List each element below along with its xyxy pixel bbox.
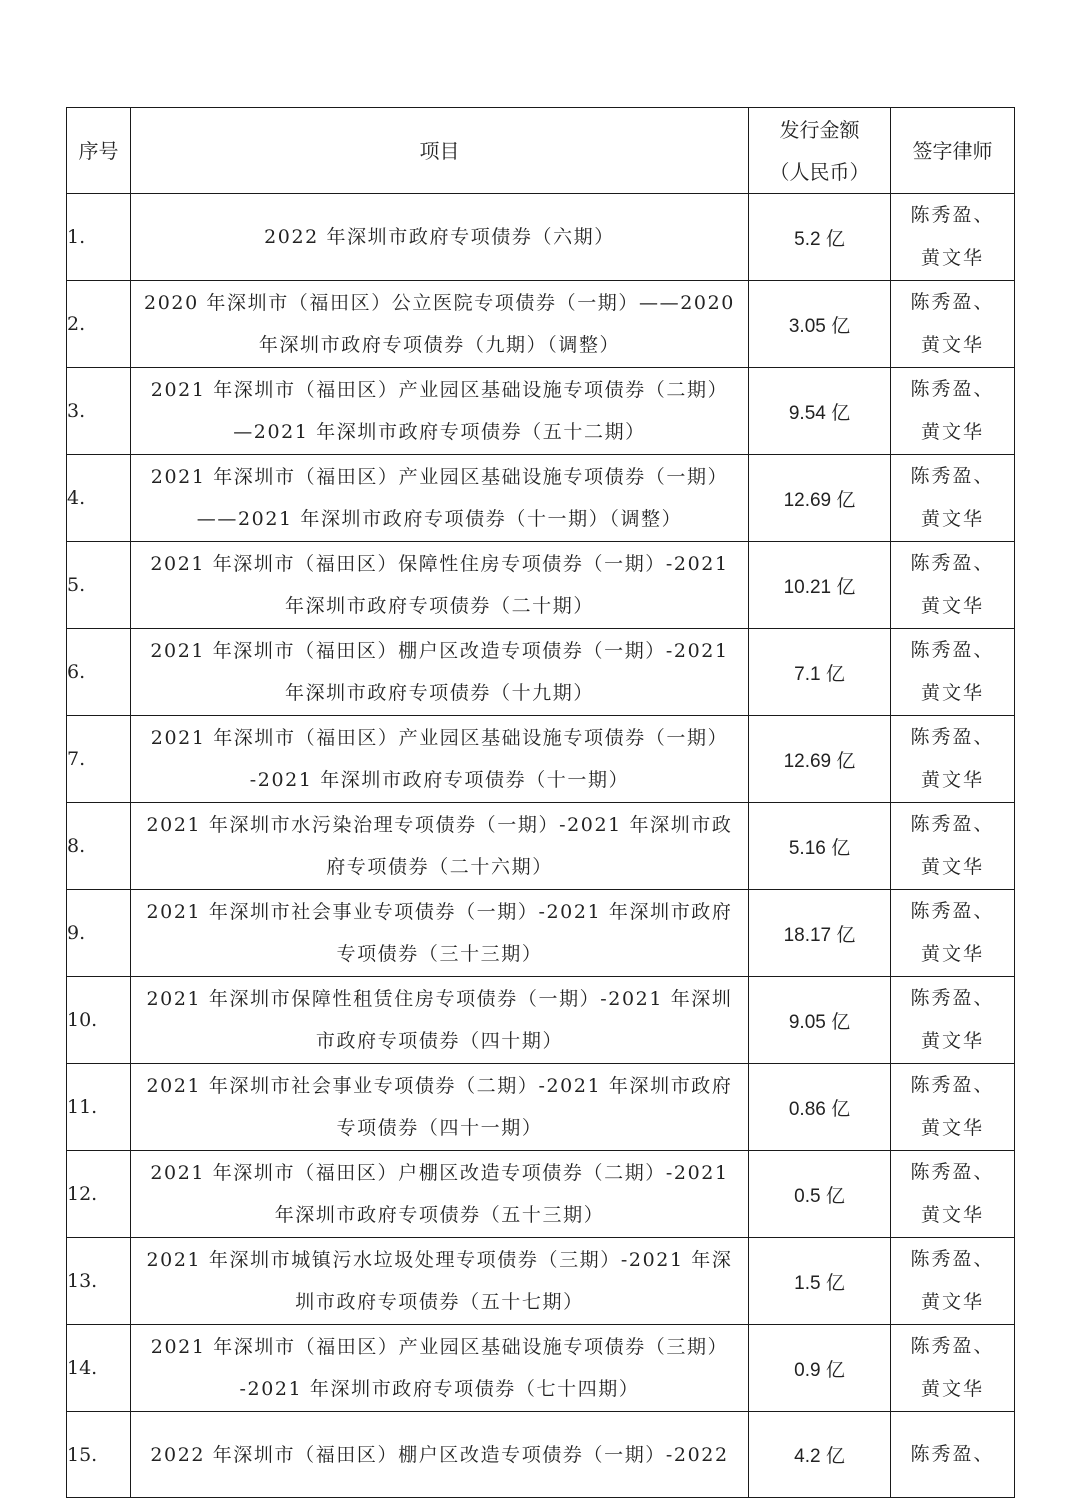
row-item (131, 803, 749, 890)
table-row (67, 455, 1015, 542)
row-lawyer-line: 陈秀盈、 (910, 552, 995, 574)
row-lawyer (891, 368, 1015, 455)
row-item-line: 年深圳市政府专项债券（十九期） (284, 682, 594, 704)
row-lawyer-line: 陈秀盈、 (910, 204, 995, 226)
row-number: 7. (67, 716, 131, 803)
row-item-line: 2020 年深圳市（福田区）公立医院专项债券（一期）——2020 (144, 292, 735, 314)
row-number: 5. (67, 542, 131, 629)
header-amount-line1: 发行金额 (779, 117, 860, 142)
row-item-line: 专项债券（四十一期） (336, 1117, 543, 1139)
row-item-line: 2021 年深圳市保障性租赁住房专项债券（一期）-2021 年深圳 (146, 988, 733, 1010)
row-item (131, 542, 749, 629)
table-row (67, 890, 1015, 977)
row-amount: 18.17 亿 (749, 890, 891, 977)
row-item (131, 194, 749, 281)
row-lawyer-line: 陈秀盈、 (910, 1335, 995, 1357)
header-amount-line2: （人民币） (769, 159, 870, 184)
row-lawyer-line: 黄文华 (920, 769, 984, 791)
row-lawyer-line: 黄文华 (920, 247, 984, 269)
row-lawyer-line: 陈秀盈、 (910, 465, 995, 487)
row-item (131, 716, 749, 803)
row-lawyer (891, 281, 1015, 368)
row-lawyer (891, 977, 1015, 1064)
row-number: 9. (67, 890, 131, 977)
row-item-line: 2022 年深圳市政府专项债券（六期） (264, 226, 615, 248)
row-lawyer (891, 1064, 1015, 1151)
row-item-line: 2021 年深圳市（福田区）产业园区基础设施专项债券（二期） (150, 379, 729, 401)
row-item (131, 1412, 749, 1498)
row-lawyer-line: 陈秀盈、 (910, 639, 995, 661)
table-row (67, 716, 1015, 803)
table-row (67, 1064, 1015, 1151)
row-number: 14. (67, 1325, 131, 1412)
row-item-line: ——2021 年深圳市政府专项债券（十一期）（调整） (196, 508, 683, 530)
row-number: 6. (67, 629, 131, 716)
row-number: 1. (67, 194, 131, 281)
row-item-line: 2021 年深圳市（福田区）保障性住房专项债券（一期）-2021 (150, 553, 729, 575)
row-lawyer (891, 1151, 1015, 1238)
row-item (131, 1064, 749, 1151)
row-number: 10. (67, 977, 131, 1064)
row-lawyer-line: 黄文华 (920, 1117, 984, 1139)
row-item-line: —2021 年深圳市政府专项债券（五十二期） (233, 421, 646, 443)
row-item-line: 年深圳市政府专项债券（五十三期） (274, 1204, 605, 1226)
row-lawyer-line: 黄文华 (920, 421, 984, 443)
table-row (67, 368, 1015, 455)
row-amount: 9.05 亿 (749, 977, 891, 1064)
row-lawyer-line: 陈秀盈、 (910, 987, 995, 1009)
row-lawyer-line: 陈秀盈、 (910, 726, 995, 748)
row-lawyer (891, 716, 1015, 803)
table-row (67, 281, 1015, 368)
row-lawyer-line: 黄文华 (920, 856, 984, 878)
row-item-line: 2021 年深圳市水污染治理专项债券（一期）-2021 年深圳市政 (146, 814, 733, 836)
table-row (67, 803, 1015, 890)
row-amount: 0.86 亿 (749, 1064, 891, 1151)
bond-issuance-table (66, 107, 1015, 1498)
row-item-line: 市政府专项债券（四十期） (315, 1030, 564, 1052)
row-lawyer-line: 黄文华 (920, 595, 984, 617)
header-item: 项目 (131, 108, 749, 194)
row-lawyer (891, 1238, 1015, 1325)
table-row (67, 1238, 1015, 1325)
table-row (67, 1151, 1015, 1238)
row-amount: 1.5 亿 (749, 1238, 891, 1325)
table-row (67, 542, 1015, 629)
row-item-line: 2021 年深圳市（福田区）产业园区基础设施专项债券（一期） (150, 727, 729, 749)
header-no: 序号 (67, 108, 131, 194)
row-number: 12. (67, 1151, 131, 1238)
header-amount (749, 108, 891, 194)
row-lawyer-line: 陈秀盈、 (910, 378, 995, 400)
row-lawyer (891, 803, 1015, 890)
table-row (67, 1412, 1015, 1498)
row-lawyer-line: 陈秀盈、 (910, 1074, 995, 1096)
row-number: 2. (67, 281, 131, 368)
row-number: 4. (67, 455, 131, 542)
row-number: 13. (67, 1238, 131, 1325)
table-header-row (67, 108, 1015, 194)
row-lawyer-line: 黄文华 (920, 1291, 984, 1313)
row-item-line: 年深圳市政府专项债券（二十期） (284, 595, 594, 617)
row-lawyer (891, 629, 1015, 716)
row-lawyer-line: 黄文华 (920, 1030, 984, 1052)
row-item-line: -2021 年深圳市政府专项债券（七十四期） (239, 1378, 640, 1400)
row-item (131, 890, 749, 977)
row-amount: 12.69 亿 (749, 455, 891, 542)
row-lawyer-line: 陈秀盈、 (910, 1248, 995, 1270)
row-lawyer-line: 陈秀盈、 (910, 1443, 995, 1465)
row-amount: 4.2 亿 (749, 1412, 891, 1498)
row-item-line: 2022 年深圳市（福田区）棚户区改造专项债券（一期）-2022 (150, 1443, 729, 1466)
row-lawyer (891, 890, 1015, 977)
row-amount: 12.69 亿 (749, 716, 891, 803)
row-lawyer-line: 黄文华 (920, 682, 984, 704)
row-item (131, 1238, 749, 1325)
table-row (67, 194, 1015, 281)
row-amount: 5.16 亿 (749, 803, 891, 890)
row-amount: 3.05 亿 (749, 281, 891, 368)
row-item-line: 2021 年深圳市城镇污水垃圾处理专项债券（三期）-2021 年深 (146, 1249, 733, 1271)
row-item-line: 年深圳市政府专项债券（九期）（调整） (258, 334, 621, 356)
row-lawyer (891, 542, 1015, 629)
row-item-line: 2021 年深圳市社会事业专项债券（一期）-2021 年深圳市政府 (146, 901, 733, 923)
header-lawyer: 签字律师 (891, 108, 1015, 194)
row-number: 3. (67, 368, 131, 455)
row-item-line: 府专项债券（二十六期） (326, 856, 553, 878)
table-row (67, 977, 1015, 1064)
row-lawyer-line: 黄文华 (920, 1378, 984, 1400)
row-item (131, 455, 749, 542)
row-item-line: 2021 年深圳市（福田区）产业园区基础设施专项债券（一期） (150, 466, 729, 488)
row-item (131, 1151, 749, 1238)
row-lawyer-line: 黄文华 (920, 334, 984, 356)
row-item-line: 2021 年深圳市（福田区）户棚区改造专项债券（二期）-2021 (150, 1162, 729, 1184)
table-row (67, 629, 1015, 716)
row-amount: 7.1 亿 (749, 629, 891, 716)
row-item (131, 368, 749, 455)
row-item-line: 2021 年深圳市（福田区）棚户区改造专项债券（一期）-2021 (150, 640, 729, 662)
row-item-line: 2021 年深圳市社会事业专项债券（二期）-2021 年深圳市政府 (146, 1075, 733, 1097)
row-lawyer (891, 1325, 1015, 1412)
row-item-line: 2021 年深圳市（福田区）产业园区基础设施专项债券（三期） (150, 1336, 729, 1358)
row-lawyer-line: 黄文华 (920, 508, 984, 530)
row-number: 11. (67, 1064, 131, 1151)
row-item-line: 专项债券（三十三期） (336, 943, 543, 965)
row-item-line: 圳市政府专项债券（五十七期） (295, 1291, 584, 1313)
row-item (131, 629, 749, 716)
row-amount: 5.2 亿 (749, 194, 891, 281)
row-lawyer-line: 陈秀盈、 (910, 900, 995, 922)
row-lawyer-line: 陈秀盈、 (910, 1161, 995, 1183)
row-item (131, 1325, 749, 1412)
row-lawyer-line: 陈秀盈、 (910, 291, 995, 313)
row-item-line: -2021 年深圳市政府专项债券（十一期） (249, 769, 630, 791)
row-amount: 0.9 亿 (749, 1325, 891, 1412)
row-lawyer (891, 455, 1015, 542)
row-lawyer (891, 1412, 1015, 1498)
row-lawyer-line: 黄文华 (920, 943, 984, 965)
row-item (131, 281, 749, 368)
table-body (67, 194, 1015, 1498)
row-lawyer-line: 陈秀盈、 (910, 813, 995, 835)
table-row (67, 1325, 1015, 1412)
row-number: 8. (67, 803, 131, 890)
row-amount: 0.5 亿 (749, 1151, 891, 1238)
row-lawyer (891, 194, 1015, 281)
row-amount: 9.54 亿 (749, 368, 891, 455)
row-item (131, 977, 749, 1064)
row-lawyer-line: 黄文华 (920, 1204, 984, 1226)
row-number: 15. (67, 1412, 131, 1498)
row-amount: 10.21 亿 (749, 542, 891, 629)
